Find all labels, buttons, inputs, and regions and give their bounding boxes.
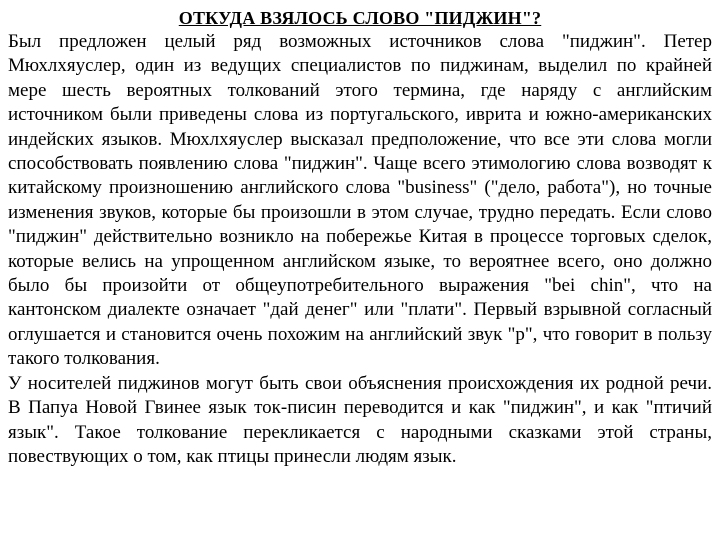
document-page (8, 6, 712, 469)
document-title: ОТКУДА ВЗЯЛОСЬ СЛОВО "ПИДЖИН"? (178, 8, 542, 28)
paragraph-etymology: Был предложен целый ряд возможных источников слова "пиджин". Петер Мюхлхяуслер, один из ведущих специалистов по пиджинам, выделил по крайней мере шесть вероятных толкований этого термина, где наряду с английским источником были приведены слова из португальского, иврита и южно-американских индейских языков. Мюхлхяуслер высказал предположение, что все эти слова могли способствовать появлению слова "пиджин". Чаще всего этимологию слова возводят к китайскому произношению английского слова "business" ("дело, работа"), но точные изменения звуков, которые бы произошли в этом случае, трудно передать. Если слово "пиджин" действительно возникло на побережье Китая в процессе торговых сделок, которые велись на упрощенном английском языке, то вероятнее всего, оно должно было бы произойти от общеупотребительного выражения "bei chin", что на кантонском диалекте означает "дай денег" или "плати". Первый взрывной согласный оглушается и становится очень похожим на английский звук "р", что говорит в пользу такого толкования. (8, 31, 712, 370)
paragraph-native-explanations: У носителей пиджинов могут быть свои объяснения происхождения их родной речи. В Папуа Новой Гвинее язык ток-писин переводится и как "пиджин", и как "птичий язык". Такое толкование перекликается с народными сказками этой страны, повествующих о том, как птицы принесли людям язык. (8, 372, 712, 467)
